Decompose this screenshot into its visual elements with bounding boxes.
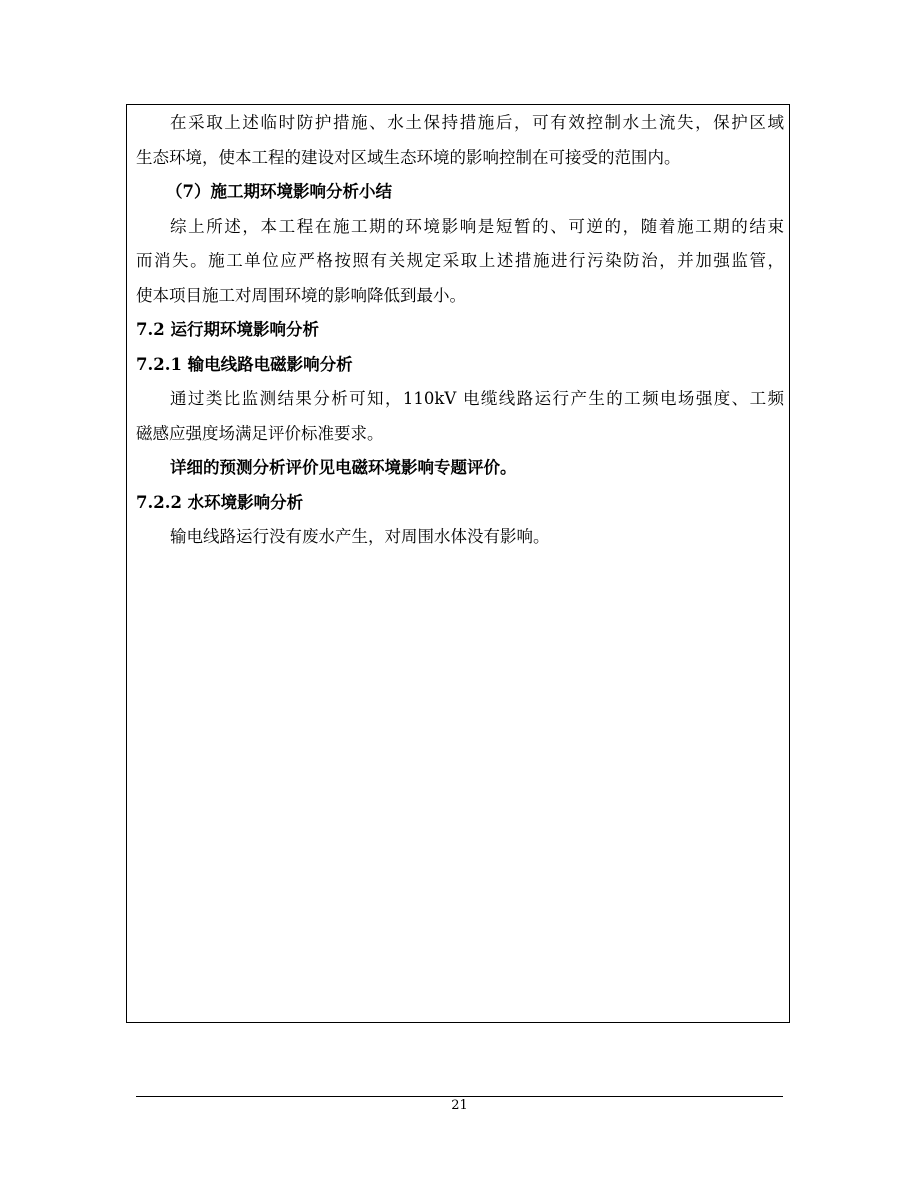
page-number: 21	[451, 1098, 468, 1113]
section-heading: 7.2 运行期环境影响分析	[136, 320, 319, 339]
paragraph-line: 在采取上述临时防护措施、水土保持措施后，可有效控制水土流失，保护区域	[170, 113, 784, 132]
paragraph-line: 输电线路运行没有废水产生，对周围水体没有影响。	[170, 527, 550, 546]
paragraph-line: 综上所述，本工程在施工期的环境影响是短暂的、可逆的，随着施工期的结束	[170, 216, 784, 236]
document-body	[136, 106, 784, 555]
paragraph-line: 磁感应强度场满足评价标准要求。	[136, 423, 384, 443]
footer-divider	[136, 1096, 783, 1097]
subsection-heading: 7.2.1 输电线路电磁影响分析	[136, 354, 353, 374]
paragraph-line: 而消失。施工单位应严格按照有关规定采取上述措施进行污染防治，并加强监管，	[136, 251, 784, 270]
paragraph-line: 生态环境，使本工程的建设对区域生态环境的影响控制在可接受的范围内。	[136, 147, 681, 167]
bold-note: 详细的预测分析评价见电磁环境影响专题评价。	[170, 458, 517, 477]
subsection-heading: 7.2.2 水环境影响分析	[136, 492, 304, 512]
section-heading: （7）施工期环境影响分析小结	[166, 182, 392, 201]
paragraph-line: 使本项目施工对周围环境的影响降低到最小。	[136, 285, 466, 305]
paragraph-line: 通过类比监测结果分析可知，110kV 电缆线路运行产生的工频电场强度、工频	[170, 389, 784, 408]
